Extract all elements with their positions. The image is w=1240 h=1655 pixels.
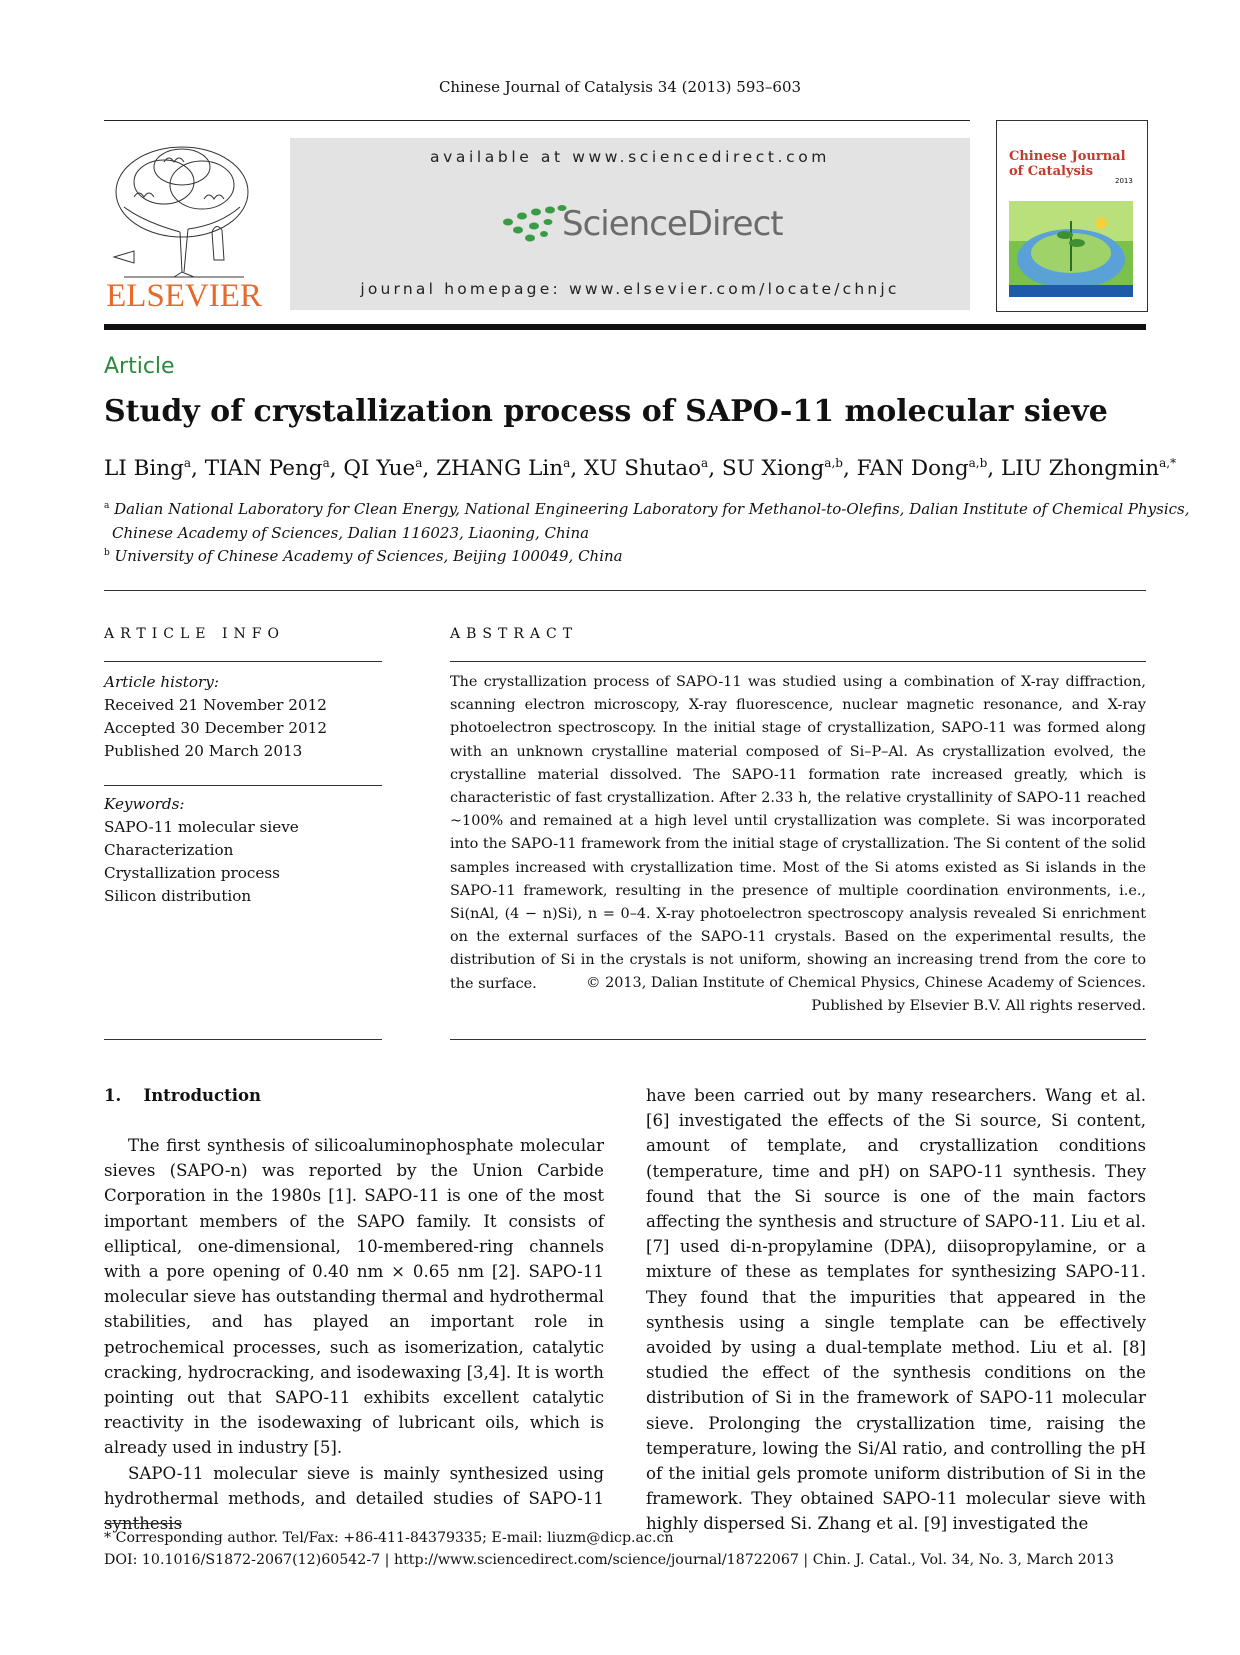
affiliation-b (104, 547, 623, 565)
author-affiliation-mark: a (701, 456, 709, 470)
author-name: FAN Dong (856, 456, 969, 482)
article-info-heading: ARTICLE INFO (104, 626, 285, 642)
author-affiliation-mark: a (322, 456, 330, 470)
history-label: Article history: (104, 673, 220, 691)
keyword-item: Silicon distribution (104, 887, 252, 905)
article-history (104, 671, 384, 763)
info-rule (104, 1039, 382, 1040)
doi-line: DOI: 10.1016/S1872-2067(12)60542-7 | http://www.sciencedirect.com/science/journal/18722067 | Chin. J. Catal., Vol. 34, No. 3, March 2013 (104, 1552, 1114, 1568)
affiliation-a (104, 500, 1190, 518)
abstract-heading: ABSTRACT (450, 626, 579, 642)
author-name: LIU Zhongmin (1000, 456, 1160, 482)
author-name: LI Bing (104, 456, 184, 482)
info-rule (104, 785, 382, 786)
keyword-item: SAPO-11 molecular sieve (104, 818, 299, 836)
corresponding-author-note: * Corresponding author. Tel/Fax: +86-411-84379335; E-mail: liuzm@dicp.ac.cn (104, 1530, 674, 1546)
elsevier-wordmark: ELSEVIER (106, 278, 262, 314)
available-at-text: available at www.sciencedirect.com (430, 148, 830, 166)
journal-cover (996, 120, 1148, 312)
author-affiliation-mark: a (563, 456, 571, 470)
abstract-text: The crystallization process of SAPO-11 was studied using a combination of X-ray diffraction, scanning electron microscopy, X-ray fluorescence, nuclear magnetic resonance, and X-ray photoelectron spectroscopy. In the initial stage of crystallization, SAPO-11 was formed along with an unknown crystalline material composed of Si–P–Al. As crystallization evolved, the crystalline material dissolved. The SAPO-11 formation rate increased greatly, which is characteristic of fast crystallization. After 2.33 h, the relative crystallinity of SAPO-11 reached ~100% and remained at a high level until crystallization was complete. Si was incorporated into the SAPO-11 framework from the initial stage of crystallization. The Si content of the solid samples increased with crystallization time. Most of the Si atoms existed as Si islands in the SAPO-11 framework, resulting in the presence of multiple coordination environments, i.e., Si(nAl, (4 − n)Si), n = 0–4. X-ray photoelectron spectroscopy analysis revealed Si enrichment on the external surfaces of the SAPO-11 crystals. Based on the experimental results, the distribution of Si in the crystals is not uniform, showing an increasing trend from the core to the surface. (450, 674, 1146, 992)
copyright-line1: © 2013, Dalian Institute of Chemical Physics, Chinese Academy of Sciences. (586, 975, 1146, 991)
header-rule (104, 120, 970, 121)
author-affiliation-mark: a,b (824, 456, 843, 470)
affiliation-b-mark: b (104, 548, 110, 558)
author-affiliation-mark: a (415, 456, 423, 470)
running-head: Chinese Journal of Catalysis 34 (2013) 593–603 (438, 78, 802, 96)
author-name: XU Shutao (583, 456, 702, 482)
affiliation-b-line: University of Chinese Academy of Sciences, Beijing 100049, China (114, 547, 623, 565)
published-date: Published 20 March 2013 (104, 742, 303, 760)
introduction-heading: 1. Introduction (104, 1086, 261, 1105)
author-name: SU Xiong (721, 456, 825, 482)
keywords (104, 793, 384, 908)
sciencedirect-name: ScienceDirect (562, 204, 783, 244)
journal-homepage-text: journal homepage: www.elsevier.com/locate/chnjc (360, 280, 900, 298)
author-name: TIAN Peng (204, 456, 323, 482)
received-date: Received 21 November 2012 (104, 696, 327, 714)
article-title: Study of crystallization process of SAPO-11 molecular sieve (104, 394, 1108, 429)
affiliation-a-line1: Dalian National Laboratory for Clean Energy, National Engineering Laboratory for Methanol-to-Olefins, Dalian Institute of Chemical Physics, (114, 500, 1190, 518)
author-name: ZHANG Lin (436, 456, 564, 482)
affiliation-a-mark: a (104, 501, 110, 511)
paragraph: have been carried out by many researchers. Wang et al. [6] investigated the effects of the Si source, Si content, amount of template, and crystallization conditions (temperature, time and pH) on SAPO-11 synthesis. They found that the Si source is one of the main factors affecting the synthesis and structure of SAPO-11. Liu et al. [7] used di-n-propylamine (DPA), diisopropylamine, or a mixture of these as templates for synthesizing SAPO-11. They found that the impurities that appeared in the synthesis using a single template can be effectively avoided by using a dual-template method. Liu et al. [8] studied the effect of the synthesis conditions on the distribution of Si in the framework of SAPO-11 molecular sieve. Prolonging the crystallization time, raising the temperature, lowing the Si/Al ratio, and controlling the pH of the initial gels promote uniform distribution of Si in the framework. They obtained SAPO-11 molecular sieve with highly dispersed Si. Zhang et al. [9] investigated the (646, 1086, 1146, 1534)
keywords-label: Keywords: (104, 795, 185, 813)
author-name: QI Yue (343, 456, 416, 482)
footnote (104, 1527, 1114, 1571)
section-rule (104, 590, 1146, 591)
author-affiliation-mark: a,b (968, 456, 988, 470)
sciencedirect-banner (290, 138, 970, 310)
author-affiliation-mark: a,* (1159, 456, 1177, 470)
cover-title: Chinese Journal of Catalysis (1009, 149, 1126, 179)
paragraph: SAPO-11 molecular sieve is mainly synthesized using hydrothermal methods, and detailed studies of SAPO-11 synthesis (104, 1463, 604, 1534)
keyword-item: Characterization (104, 841, 234, 859)
abstract-rule (450, 1039, 1146, 1040)
keyword-item: Crystallization process (104, 864, 280, 882)
accepted-date: Accepted 30 December 2012 (104, 719, 327, 737)
body-column-right (646, 1083, 1146, 1537)
footnote-rule (104, 1523, 182, 1524)
copyright-line2: Published by Elsevier B.V. All rights reserved. (811, 997, 1146, 1014)
paragraph: The first synthesis of silicoaluminophosphate molecular sieves (SAPO-n) was reported by the Union Carbide Corporation in the 1980s [1]. SAPO-11 is one of the most important members of the SAPO family. It consists of elliptical, one-dimensional, 10-membered-ring channels with a pore opening of 0.40 nm × 0.65 nm [2]. SAPO-11 molecular sieve has outstanding thermal and hydrothermal stabilities, and has played an important role in petrochemical processes, such as isomerization, catalytic cracking, hydrocracking, and isodewaxing [3,4]. It is worth pointing out that SAPO-11 exhibits excellent catalytic reactivity in the isodewaxing of lubricant oils, which is already used in industry [5]. (104, 1136, 604, 1458)
header-thick-rule (104, 324, 1146, 330)
info-rule (104, 661, 382, 662)
author-list: LI Bing$^a$, TIAN Peng$^a$, QI Yue$^a$, ZHANG Lin$^a$, XU Shutao$^a$, SU Xiong$^{a,b}$, FAN Dong$^{a,b}$, LIU Zhongmin$^{a,*}$ (104, 456, 1177, 482)
copyright (450, 972, 1146, 1017)
sciencedirect-dots-icon (498, 200, 568, 248)
affiliation-a-line2: Chinese Academy of Sciences, Dalian 116023, Liaoning, China (112, 524, 590, 542)
author-affiliation-mark: a (183, 456, 192, 470)
article-type-label: Article (104, 354, 175, 379)
body-column-left (104, 1133, 604, 1536)
abstract-rule (450, 661, 1146, 662)
cover-year: 2013 (1115, 177, 1133, 185)
cover-art-icon (1009, 201, 1133, 297)
